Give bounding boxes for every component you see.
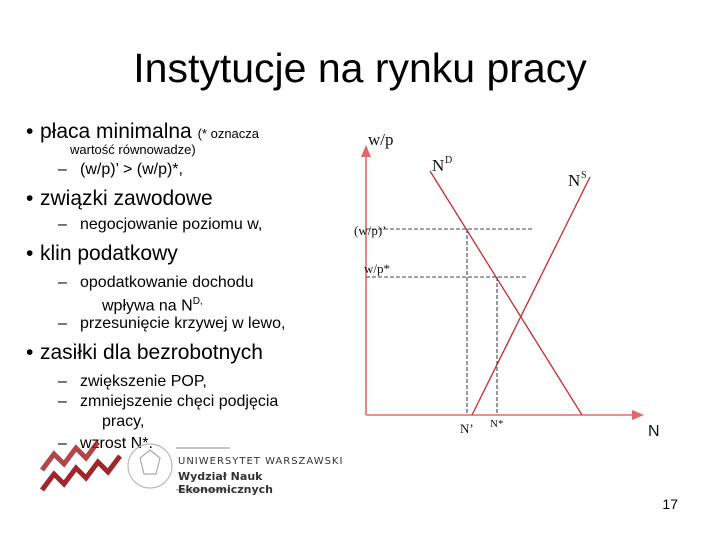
bullet-note-continued: wartość równowadze) — [70, 142, 196, 157]
demand-label — [432, 155, 452, 175]
minimum-wage-label: (w/p)’ — [354, 223, 387, 238]
slide-number: 17 — [662, 496, 678, 512]
subbullet-curve-shift: – przesunięcie krzywej w lewo, — [58, 315, 286, 332]
svg-text:D: D — [445, 155, 453, 166]
subbullet-income-tax-continued: wpływa na $N^{D,}$ — [102, 296, 203, 315]
subbullet-income-tax: – opodatkowanie dochodu — [58, 274, 254, 291]
svg-text:S: S — [581, 170, 587, 181]
x-axis-label: N — [648, 423, 660, 440]
subbullet-work-willingness: – zmniejszenie chęci podjęcia — [58, 393, 279, 410]
svg-text:N: N — [568, 171, 581, 190]
n-min-label: N’ — [460, 421, 474, 436]
logo-zigzag-icon — [42, 456, 120, 490]
subbullet-wage-comparison: – (w/p)’ > (w/p)*, — [58, 161, 183, 178]
university-logo — [40, 440, 360, 505]
demand-curve — [430, 171, 582, 415]
subbullet-n-star-increase: – wzrost N*. — [58, 435, 153, 452]
slide-title: Instytucje na rynku pracy — [133, 45, 587, 91]
bullet-text: płaca minimalna — [40, 120, 192, 143]
bullet-unions: • związki zawodowe — [26, 187, 213, 210]
subbullet-pop-increase: – zwiększenie POP, — [58, 373, 207, 390]
n-eq-label: N* — [490, 418, 504, 430]
faculty-name: Wydział Nauk Ekonomicznych — [178, 470, 273, 496]
svg-text:N: N — [432, 156, 445, 175]
bullet-benefits: • zasiłki dla bezrobotnych — [26, 341, 263, 364]
x-axis-arrow-icon — [632, 410, 644, 420]
equilibrium-wage-label: w/p* — [364, 261, 390, 276]
labour-market-diagram — [350, 125, 670, 445]
bullet-tax-wedge: • klin podatkowy — [26, 242, 178, 265]
y-axis-label: w/p — [368, 130, 394, 149]
supply-label — [568, 170, 587, 190]
bullet-note: (* oznacza — [197, 126, 260, 141]
bullet-dot: • — [26, 120, 34, 143]
supply-curve — [472, 177, 590, 415]
subbullet-work-willingness-continued: pracy, — [102, 413, 145, 430]
subbullet-wage-negotiation: – negocjowanie poziomu w, — [58, 216, 263, 233]
university-name: UNIWERSYTET WARSZAWSKI — [178, 456, 344, 467]
